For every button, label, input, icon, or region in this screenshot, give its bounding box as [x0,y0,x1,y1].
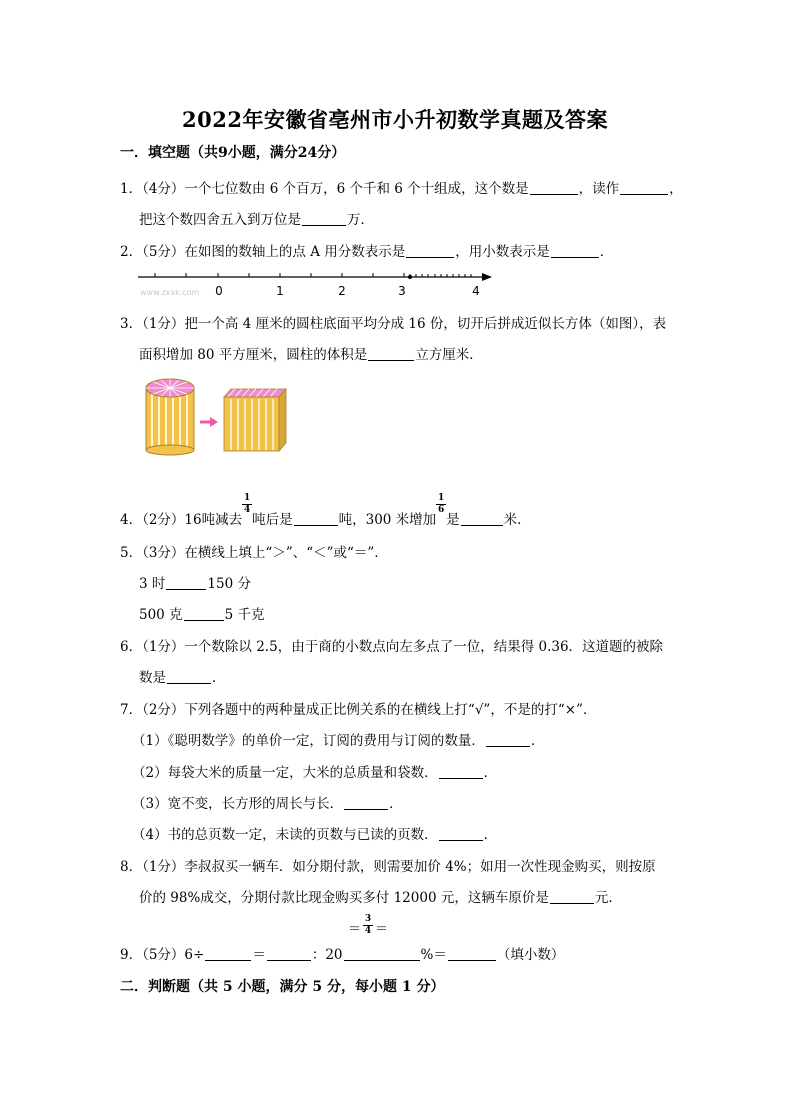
question-1-line-1: 1．（4分）一个七位数由 6 个百万，6 个千和 6 个十组成，这个数是 ，读作 ， [120,181,683,197]
question-2: 2．（5分）在如图的数轴上的点 A 用分数表示是 ，用小数表示是 ． [120,244,614,260]
answer-blank[interactable] [486,732,530,747]
question-5: 5．（3分）在横线上填上“＞”、“＜”或“＝”． [120,545,388,561]
question-9: 9．（5分）6÷ ＝ ：20 %＝ （填小数） [120,947,565,963]
answer-blank[interactable] [344,946,420,961]
point-a-marker [408,275,412,279]
tick-label-0: 0 [215,284,223,298]
answer-blank[interactable] [406,243,454,258]
tick-label-2: 2 [338,284,346,298]
question-7-item-2: （2）每袋大米的质量一定，大米的总质量和袋数． ． [132,765,498,781]
answer-blank[interactable] [551,243,599,258]
question-3-line-1: 3．（1分）把一个高 4 厘米的圆柱底面平均分成 16 份，切开后拼成近似长方体（如图），表 [120,316,667,332]
question-9-top-row: ＝ $\frac{3}{4}$ ＝ [348,914,389,937]
cuboid-stripes [231,399,273,450]
answer-blank[interactable] [167,669,211,684]
answer-blank[interactable] [302,211,346,226]
answer-blank[interactable] [205,946,251,961]
watermark-text: www.zxxk.com [140,288,200,297]
cuboid-side [279,389,286,451]
answer-blank[interactable] [448,946,496,961]
answer-blank[interactable] [166,575,206,590]
answer-blank[interactable] [294,511,338,526]
tick-label-4: 4 [472,284,480,298]
answer-blank[interactable] [368,346,414,361]
fraction-one-sixth: $\frac{1}{6}$ [438,493,445,515]
page-title: 2022年安徽省亳州市小升初数学真题及答案 [182,107,608,132]
question-7: 7．（2分）下列各题中的两种量成正比例关系的在横线上打“√”，不是的打“×”． [120,702,597,718]
arrow-right-icon [210,417,218,427]
fraction-three-quarters: $\frac{3}{4}$ [364,914,372,936]
answer-blank[interactable] [439,826,483,841]
question-7-item-1: （1）《聪明数学》的单价一定，订阅的费用与订阅的数量． ． [132,733,545,749]
answer-blank[interactable] [620,180,668,195]
question-3-line-2: 面积增加 80 平方厘米，圆柱的体积是 立方厘米． [139,347,483,363]
number-line-figure [130,265,500,301]
cylinder-cut-figure [138,375,298,457]
question-6-line-1: 6．（1分）一个数除以 2.5，由于商的小数点向左多点了一位，结果得 0.36．这道题的被除 [120,639,664,655]
question-7-item-3: （3）宽不变，长方形的周长与长． ． [132,796,403,812]
answer-blank[interactable] [530,180,578,195]
cylinder-top-sectors [146,379,194,397]
section-1-heading: 一．填空题（共9小题，满分24分） [120,145,346,161]
section-2-heading: 二．判断题（共 5 小题，满分 5 分，每小题 1 分） [120,979,445,995]
answer-blank[interactable] [184,606,224,621]
question-8-line-1: 8．（1分）李叔叔买一辆车．如分期付款，则需要加价 4%；如用一次性现金购买，则按原 [120,859,656,875]
tick-label-1: 1 [276,284,284,298]
question-5-item-1: 3 时 150 分 [139,576,251,592]
answer-blank[interactable] [439,764,483,779]
question-4: 4．（2分）16吨减去 $\frac{1}{4}$ 吨后是 吨，300 米增加 $\frac{1}{6}$ 是 米． [120,493,531,528]
arrow-head-icon [482,273,492,281]
answer-blank[interactable] [550,889,594,904]
question-5-item-2: 500 克 5 千克 [139,607,265,623]
tick-label-3: 3 [398,284,406,298]
answer-blank[interactable] [461,511,503,526]
question-8-line-2: 价的 98%成交，分期付款比现金购买多付 12000 元，这辆车原价是 元． [139,890,622,906]
question-6-line-2: 数是 ． [139,670,226,686]
question-1-line-2: 把这个数四舍五入到万位是 万． [139,212,374,228]
question-7-item-4: （4）书的总页数一定，未读的页数与已读的页数． ． [132,827,498,843]
answer-blank[interactable] [344,795,388,810]
fraction-one-quarter: $\frac{1}{4}$ [243,493,251,515]
answer-blank[interactable] [267,946,311,961]
major-ticks [155,273,404,277]
